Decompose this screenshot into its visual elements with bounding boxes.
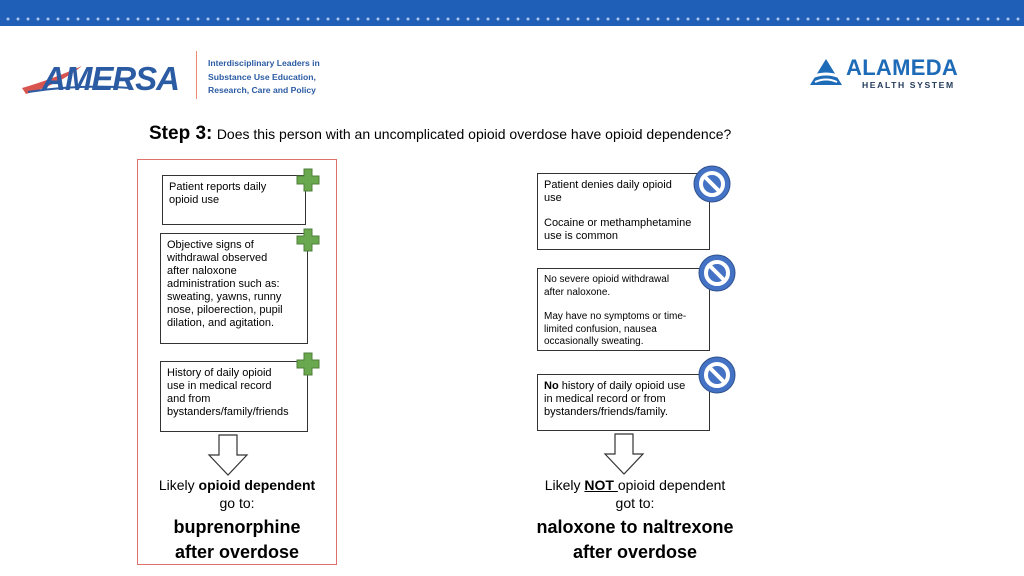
box-line: in medical record or from bbox=[544, 393, 666, 405]
result-pre: Likely bbox=[544, 477, 585, 493]
amersa-logo-text: AMERSA bbox=[42, 60, 180, 97]
box-line: dilation, and agitation. bbox=[167, 317, 275, 329]
box-line: Cocaine or methamphetamine bbox=[544, 217, 692, 229]
box-line: bystanders/friends/family. bbox=[544, 406, 668, 418]
banner-dots bbox=[0, 17, 1024, 21]
box-line: use in medical record bbox=[167, 380, 272, 392]
box-line: Objective signs of bbox=[167, 239, 254, 251]
drug-line: naloxone to naltrexone bbox=[536, 517, 734, 537]
left-result bbox=[137, 476, 337, 565]
result-bold: opioid dependent bbox=[198, 477, 316, 493]
ahs-subtitle: HEALTH SYSTEM bbox=[862, 80, 955, 90]
result-goto: go to: bbox=[219, 495, 255, 511]
box-line: occasionally sweating. bbox=[544, 336, 644, 347]
right-box-denies-use bbox=[537, 173, 710, 250]
step-label: Step 3: bbox=[149, 123, 213, 144]
box-line: use is common bbox=[544, 230, 618, 242]
logo-divider bbox=[196, 51, 197, 99]
plus-icon bbox=[296, 352, 320, 376]
box-para bbox=[544, 311, 703, 349]
drug-line: buprenorphine bbox=[173, 517, 301, 537]
box-line: limited confusion, nausea bbox=[544, 323, 657, 335]
box-line: May have no symptoms or time- bbox=[544, 311, 687, 322]
tagline-line: Substance Use Education, bbox=[208, 71, 316, 82]
top-banner bbox=[0, 0, 1024, 26]
plus-icon bbox=[296, 228, 320, 252]
drug-line: after overdose bbox=[174, 542, 300, 562]
plus-icon bbox=[296, 168, 320, 192]
amersa-tagline bbox=[208, 57, 348, 98]
left-box-daily-use bbox=[162, 175, 306, 225]
no-icon bbox=[697, 355, 737, 395]
tagline-line: Interdisciplinary Leaders in bbox=[208, 58, 320, 68]
result-post: opioid dependent bbox=[617, 477, 726, 493]
box-line: No severe opioid withdrawal bbox=[544, 274, 670, 285]
box-para bbox=[544, 179, 703, 205]
result-pre: Likely bbox=[158, 477, 199, 493]
tagline-line: Research, Care and Policy bbox=[208, 85, 316, 95]
right-box-no-withdrawal bbox=[537, 268, 710, 351]
box-rest: history of daily opioid use bbox=[558, 380, 686, 392]
box-line: use bbox=[544, 192, 562, 204]
ahs-name: ALAMEDA bbox=[846, 55, 959, 80]
down-arrow-icon bbox=[207, 434, 249, 476]
box-line: administration such as: bbox=[167, 278, 280, 290]
box-line: nose, piloerection, pupil bbox=[167, 304, 283, 316]
left-box-history bbox=[160, 361, 308, 432]
box-line bbox=[544, 380, 703, 393]
result-line bbox=[510, 476, 760, 494]
box-line: bystanders/family/friends bbox=[167, 406, 289, 418]
no-icon bbox=[697, 253, 737, 293]
box-line: withdrawal observed bbox=[167, 252, 268, 264]
box-para bbox=[544, 274, 703, 299]
result-drug bbox=[137, 515, 337, 565]
box-line: and from bbox=[167, 393, 211, 405]
box-line: Patient denies daily opioid bbox=[544, 179, 672, 191]
no-icon bbox=[692, 164, 732, 204]
result-line bbox=[137, 476, 337, 494]
box-line: sweating, yawns, runny bbox=[167, 291, 282, 303]
left-box-withdrawal-signs bbox=[160, 233, 308, 344]
result-drug bbox=[510, 515, 760, 565]
box-para bbox=[544, 217, 703, 243]
box-line: after naloxone bbox=[167, 265, 237, 277]
result-goto: got to: bbox=[615, 495, 655, 511]
box-line: opioid use bbox=[169, 194, 220, 206]
right-box-no-history bbox=[537, 374, 710, 431]
result-not: NOT bbox=[584, 477, 618, 493]
box-line: Patient reports daily bbox=[169, 181, 267, 193]
step-question: Does this person with an uncomplicated opioid overdose have opioid dependence? bbox=[216, 126, 732, 142]
down-arrow-icon bbox=[603, 433, 645, 475]
alameda-mountain-icon bbox=[806, 57, 846, 89]
box-bold: No bbox=[544, 380, 559, 392]
right-result bbox=[510, 476, 760, 565]
drug-line: after overdose bbox=[572, 542, 698, 562]
box-line: History of daily opioid bbox=[167, 367, 272, 379]
page-title bbox=[149, 123, 731, 145]
box-line: after naloxone. bbox=[544, 286, 611, 298]
